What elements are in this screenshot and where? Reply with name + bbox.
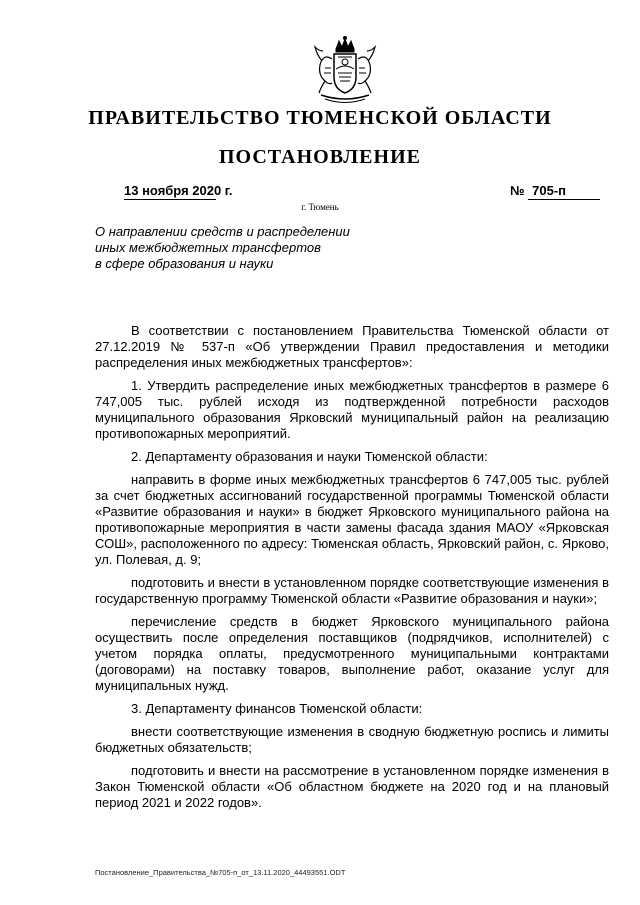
coat-of-arms-icon: [305, 35, 385, 107]
government-title: ПРАВИТЕЛЬСТВО ТЮМЕНСКОЙ ОБЛАСТИ: [88, 107, 552, 129]
subject-line: О направлении средств и распределении: [95, 224, 350, 239]
footer-filename: Постановление_Правительства_№705-п_от_13.11.2020_44493551.ODT: [95, 868, 346, 877]
body-paragraph: направить в форме иных межбюджетных трансфертов 6 747,005 тыс. рублей за счет бюджетных ассигнований государственной программы Тюменской области «Развитие образования и науки» в бюджет Ярковского муниципального района на противопожарные мероприятия в части замены фасада здания МАОУ «Ярковская СОШ», расположенного по адресу: Тюменская область, Ярковский район, с. Ярково, ул. Полевая, д. 9;: [95, 472, 609, 567]
document-subject: [95, 224, 395, 272]
body-paragraph: перечисление средств в бюджет Ярковского муниципального района осуществить после определения поставщиков (подрядчиков, исполнителей) с учетом порядка оплаты, предусмотренного муниципальными контрактами (договорами) на поставку товаров, выполнение работ, оказание услуг для муниципальных нужд.: [95, 614, 609, 693]
subject-line: в сфере образования и науки: [95, 256, 274, 271]
subject-line: иных межбюджетных трансфертов: [95, 240, 321, 255]
document-date: 13 ноября 2020 г.: [124, 183, 233, 198]
document-body: [95, 323, 609, 818]
body-paragraph: 3. Департаменту финансов Тюменской области:: [131, 701, 423, 716]
number-value: 705-п: [528, 183, 600, 200]
body-paragraph: В соответствии с постановлением Правительства Тюменской области от 27.12.2019 № 537-п «Об утверждении Правил предоставления и методики распределения иных межбюджетных трансфертов»:: [95, 323, 609, 370]
document-type: ПОСТАНОВЛЕНИЕ: [219, 146, 421, 168]
body-paragraph: 1. Утвердить распределение иных межбюджетных трансфертов в размере 6 747,005 тыс. рублей исходя из подтвержденной потребности расходов муниципального образования Ярковский муниципальный район на реализацию противопожарных мероприятий.: [95, 378, 609, 441]
document-number: [510, 183, 603, 200]
body-paragraph: 2. Департаменту образования и науки Тюменской области:: [131, 449, 488, 464]
body-paragraph: подготовить и внести на рассмотрение в установленном порядке изменения в Закон Тюменской области «Об областном бюджете на 2020 год и на плановый период 2021 и 2022 годов».: [95, 763, 609, 810]
body-paragraph: подготовить и внести в установленном порядке соответствующие изменения в государственную программу Тюменской области «Развитие образования и науки»;: [95, 575, 609, 606]
city-label: г. Тюмень: [301, 202, 339, 212]
body-paragraph: внести соответствующие изменения в сводную бюджетную роспись и лимиты бюджетных обязательств;: [95, 724, 609, 755]
number-prefix: №: [510, 183, 525, 198]
